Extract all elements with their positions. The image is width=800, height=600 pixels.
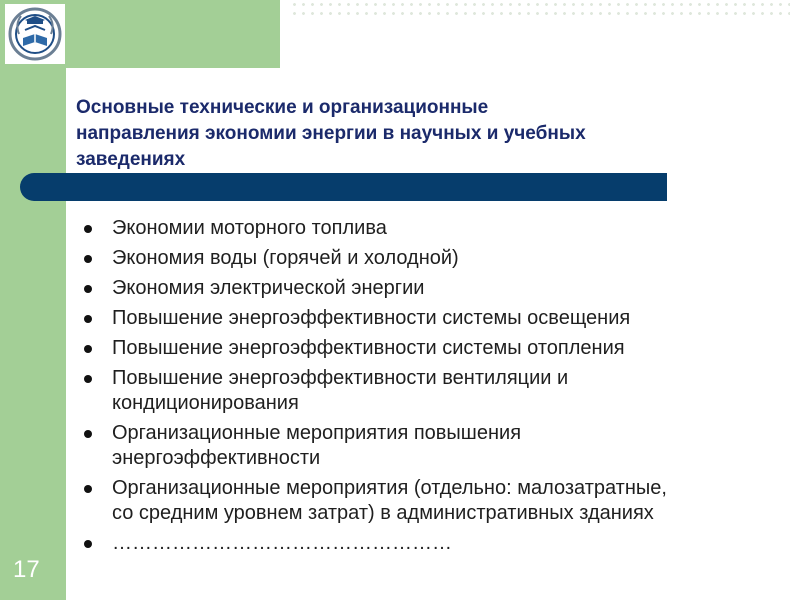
list-item: Организационные мероприятия (отдельно: малозатратные, со средним уровнем затрат) в административных зданиях (84, 476, 784, 526)
list-item: Экономия воды (горячей и холодной) (84, 246, 784, 271)
bullet-dot (84, 430, 92, 438)
list-item: Организационные мероприятия повышения энергоэффективности (84, 421, 784, 471)
list-item: Повышение энергоэффективности системы отопления (84, 336, 784, 361)
dot-pattern (290, 0, 790, 18)
left-green-strip (0, 0, 66, 600)
list-item: Экономия электрической энергии (84, 276, 784, 301)
bullet-dot (84, 540, 92, 548)
page-number: 17 (13, 556, 40, 583)
bullet-dot (84, 375, 92, 383)
university-emblem-icon (5, 4, 65, 64)
bullet-dot (84, 485, 92, 493)
slide-title: Основные технические и организационные направления экономии энергии в научных и учебных заведениях (76, 97, 586, 170)
title-underline-bar (20, 173, 667, 201)
bullet-dot (84, 285, 92, 293)
list-item: Экономии моторного топлива (84, 216, 784, 241)
bullet-dot (84, 255, 92, 263)
list-item: …………………………………………… (84, 531, 784, 556)
list-item: Повышение энергоэффективности вентиляции и кондиционирования (84, 366, 784, 416)
bullet-dot (84, 345, 92, 353)
bullet-dot (84, 225, 92, 233)
bullet-list (84, 216, 784, 561)
bullet-dot (84, 315, 92, 323)
list-item: Повышение энергоэффективности системы освещения (84, 306, 784, 331)
